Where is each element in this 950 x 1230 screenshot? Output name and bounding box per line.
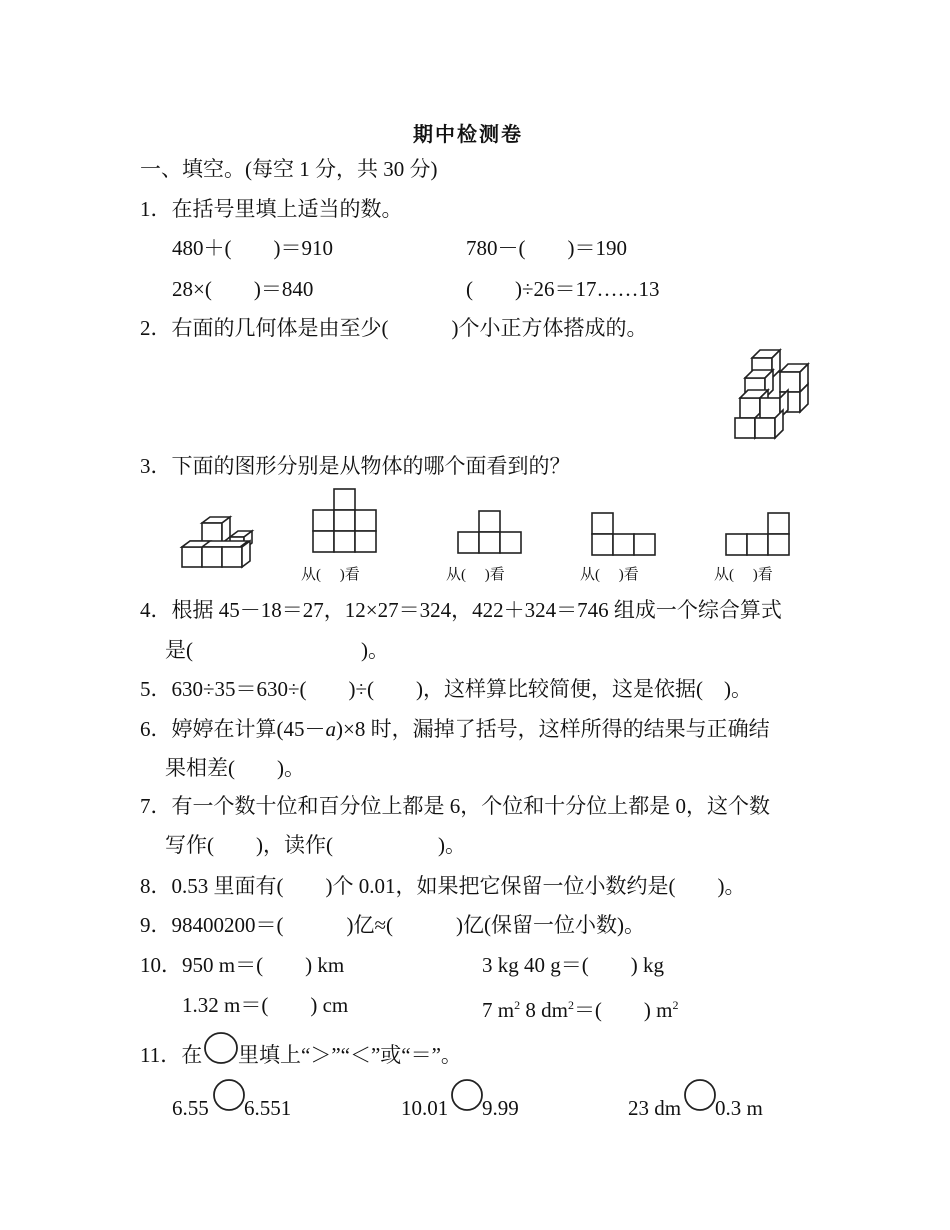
q11-c1-circle-icon xyxy=(212,1078,246,1112)
q11-prompt-b: 里填上“＞”“＜”或“＝”。 xyxy=(238,1043,462,1067)
q1-prompt: 1．在括号里填上适当的数。 xyxy=(140,197,403,221)
q9-text: 9．98400200＝( )亿≈( )亿(保留一位小数)。 xyxy=(140,913,645,937)
q4-line2: 是( )。 xyxy=(165,638,389,662)
q3-view-2 xyxy=(458,511,523,555)
q11-c3-right: 0.3 m xyxy=(715,1096,763,1120)
q3-view-label-1: 从( )看 xyxy=(301,567,360,583)
q8-text: 8．0.53 里面有( )个 0.01，如果把它保留一位小数约是( )。 xyxy=(140,874,746,898)
q1-item-d: ( )÷26＝17……13 xyxy=(466,277,660,301)
q3-view-label-4: 从( )看 xyxy=(714,567,773,583)
q6-line1: 6．婷婷在计算(45－a)×8 时，漏掉了括号，这样所得的结果与正确结 xyxy=(140,717,770,741)
q11-c3-circle-icon xyxy=(683,1078,717,1112)
q1-item-c: 28×( )＝840 xyxy=(172,277,314,301)
q2-cube-stack-figure xyxy=(730,350,820,445)
q7-line2: 写作( )，读作( )。 xyxy=(165,833,466,857)
q4-line1: 4．根据 45－18＝27，12×27＝324，422＋324＝746 组成一个综合算式 xyxy=(140,598,782,622)
q11-c2-left: 10.01 xyxy=(401,1096,449,1120)
q11-c1-left: 6.55 xyxy=(172,1096,209,1120)
q11-c2-right: 9.99 xyxy=(482,1096,519,1120)
q7-line1: 7．有一个数十位和百分位上都是 6，个位和十分位上都是 0，这个数 xyxy=(140,794,770,818)
q3-view-label-3: 从( )看 xyxy=(580,567,639,583)
q10-item-d: 7 $m^2$ 8 $dm^2=$( ) $m^2$ xyxy=(482,998,679,1022)
section-heading: 一、填空。(每空 1 分，共 30 分) xyxy=(140,157,438,181)
q6-line2: 果相差( )。 xyxy=(165,756,305,780)
q3-view-3 xyxy=(592,513,657,557)
q3-prompt: 3．下面的图形分别是从物体的哪个面看到的？ xyxy=(140,454,571,478)
q1-item-b: 780－( )＝190 xyxy=(466,236,627,260)
q1-item-a: 480＋( )＝910 xyxy=(172,236,333,260)
q11-c1-right: 6.551 xyxy=(244,1096,292,1120)
q11-prompt-a: 11．在 xyxy=(140,1043,203,1067)
q2-prompt: 2．右面的几何体是由至少( )个小正方体搭成的。 xyxy=(140,316,648,340)
q11-prompt-circle-icon xyxy=(203,1031,239,1065)
page-title: 期中检测卷 xyxy=(413,124,523,146)
q3-view-4 xyxy=(726,513,791,557)
q5-text: 5．630÷35＝630÷( )÷( )，这样算比较简便，这是依据( )。 xyxy=(140,677,753,701)
q10-item-a: 10．950 m＝( ) km xyxy=(140,953,345,977)
q10-item-b: 3 kg 40 g＝( ) kg xyxy=(482,953,664,977)
q10-item-c: 1.32 m＝( ) cm xyxy=(182,993,349,1017)
q11-c2-circle-icon xyxy=(450,1078,484,1112)
q3-view-1 xyxy=(313,488,378,554)
q3-object-figure xyxy=(180,515,262,570)
q11-c3-left: 23 dm xyxy=(628,1096,682,1120)
q3-view-label-2: 从( )看 xyxy=(446,567,505,583)
